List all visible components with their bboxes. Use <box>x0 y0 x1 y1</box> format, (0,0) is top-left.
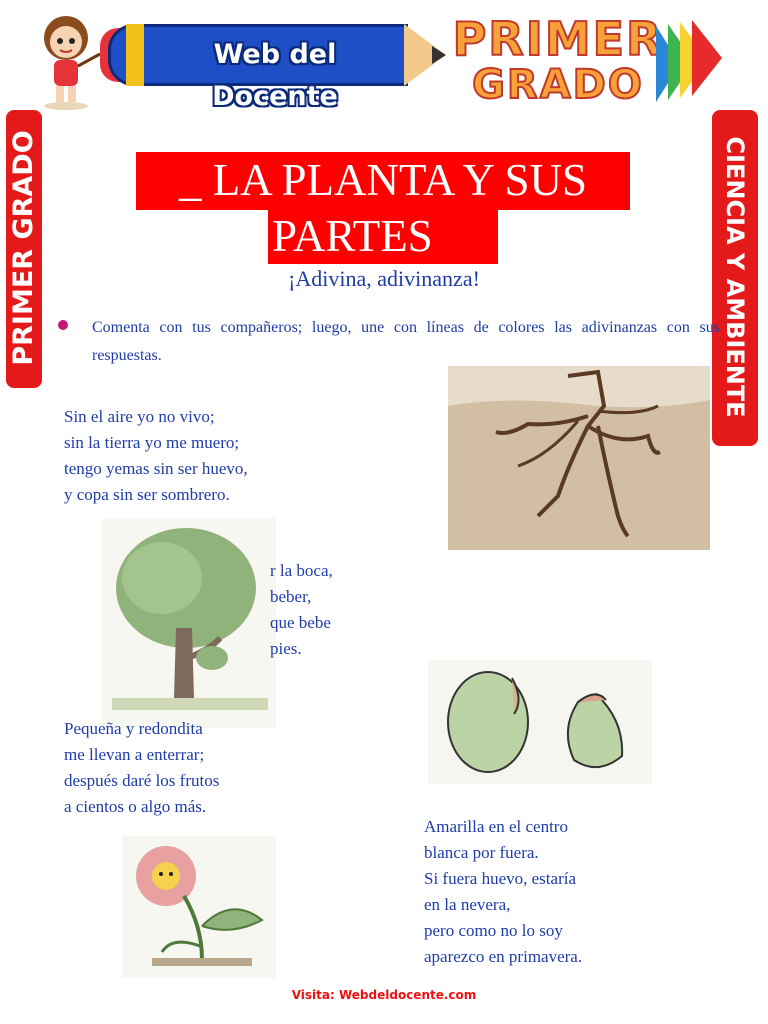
side-tab-right-label: CIENCIA Y AMBIENTE <box>721 136 749 418</box>
roots-image <box>448 366 710 550</box>
chevron-red <box>692 20 722 96</box>
page-subtitle: ¡Adivina, adivinanza! <box>288 266 480 291</box>
tree-image <box>102 518 276 728</box>
pencil-band <box>126 24 144 86</box>
page-title-line-1: _ LA PLANTA Y SUS <box>178 155 588 205</box>
seeds-image <box>428 660 652 784</box>
grade-line-1: PRIMER <box>452 12 664 66</box>
teacher-mascot-icon <box>28 10 108 110</box>
side-tab-left-label: PRIMER GRADO <box>8 130 39 366</box>
instruction-text: Comenta con tus compañeros; luego, une con líneas de colores las adivinanzas con sus respuestas. <box>92 319 720 364</box>
riddle-2: r la boca, beber, que bebe pies. <box>270 561 333 658</box>
riddle-4: Amarilla en el centro blanca por fuera. Si fuera huevo, estaría en la nevera, pero como no lo soy aparezco en primavera. <box>424 817 583 966</box>
grade-logo <box>438 10 678 110</box>
riddle-1: Sin el aire yo no vivo; sin la tierra yo me muero; tengo yemas sin ser huevo, y copa sin ser sombrero. <box>64 407 248 504</box>
brand-name: Web del Docente <box>212 39 338 112</box>
footer-link[interactable]: Visita: Webdeldocente.com <box>291 988 477 1002</box>
page-title-line-2: PARTES <box>272 211 433 261</box>
riddle-3: Pequeña y redondita me llevan a enterrar; después daré los frutos a cientos o algo más. <box>64 719 220 816</box>
bullet-icon <box>58 320 68 330</box>
flower-image <box>122 836 276 978</box>
grade-line-2: GRADO <box>472 62 644 108</box>
